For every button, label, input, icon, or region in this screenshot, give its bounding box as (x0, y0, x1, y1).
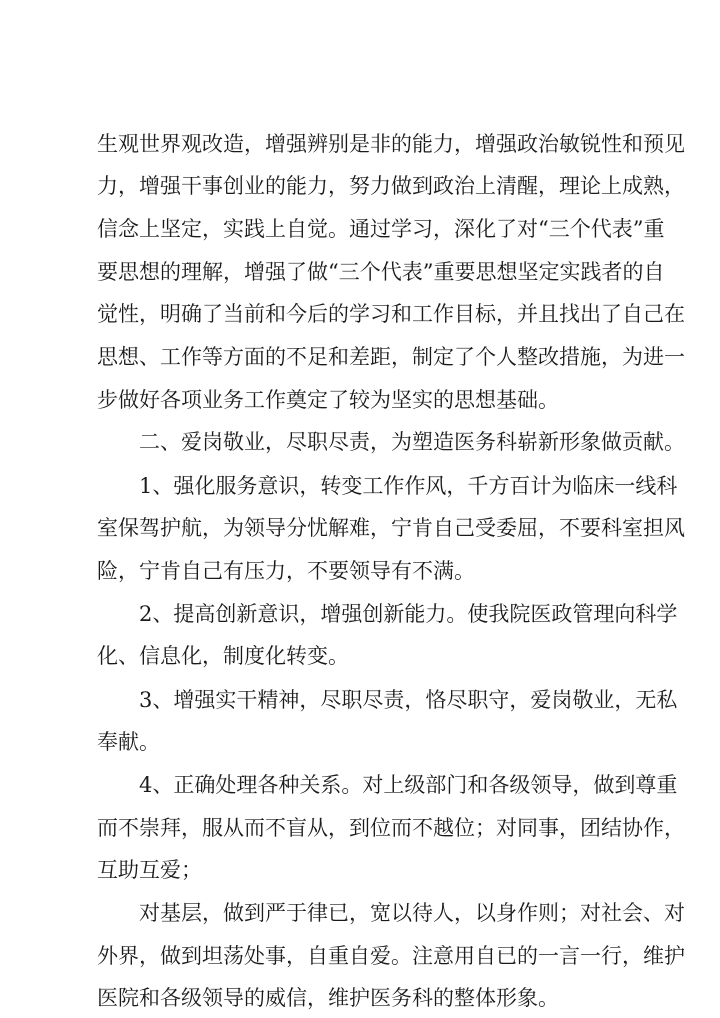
text-line-content: 而不崇拜，服从而不盲从，到位而不越位；对同事，团结协作， (97, 816, 685, 840)
text-line-content: 思想、工作等方面的不足和差距，制定了个人整改措施，为进一 (97, 345, 685, 369)
text-line (0, 636, 720, 676)
text-line-content: 化、信息化，制度化转变。 (97, 644, 349, 668)
text-line-content: 二、爱岗敬业，尽职尽责，为塑造医务科崭新形象做贡献。 (139, 430, 685, 454)
text-line-content: 步做好各项业务工作奠定了较为坚实的思想基础。 (97, 388, 559, 412)
text-line-content: 1、强化服务意识，转变工作作风，千方百计为临床一线科 (139, 474, 678, 498)
text-line-content: 2、提高创新意识，增强创新能力。使我院医政管理向科学 (139, 602, 678, 626)
text-line (0, 850, 720, 890)
text-line-content: 3、增强实干精神，尽职尽责，恪尽职守，爱岗敬业，无私 (139, 688, 678, 712)
text-line (0, 722, 720, 762)
text-line-content: 觉性，明确了当前和今后的学习和工作目标，并且找出了自己在 (97, 302, 685, 326)
text-line-content: 奉献。 (97, 730, 160, 754)
text-line-content: 要思想的理解，增强了做“三个代表”重要思想坚定实践者的自 (97, 260, 665, 284)
text-line (0, 551, 720, 591)
text-line (0, 166, 720, 206)
text-line (0, 765, 720, 805)
text-line (0, 209, 720, 249)
text-line (0, 680, 720, 720)
text-line (0, 124, 720, 164)
text-line (0, 380, 720, 420)
text-line-content: 互助互爱； (97, 858, 202, 882)
text-line-content: 4、正确处理各种关系。对上级部门和各级领导，做到尊重 (139, 773, 678, 797)
text-line (0, 893, 720, 933)
text-line (0, 978, 720, 1018)
text-line-content: 外界，做到坦荡处事，自重自爱。注意用自已的一言一行，维护 (97, 944, 685, 968)
text-line (0, 594, 720, 634)
text-line-content: 对基层，做到严于律已，宽以待人，以身作则；对社会、对 (139, 901, 685, 925)
text-line-content: 力，增强干事创业的能力，努力做到政治上清醒，理论上成熟， (97, 174, 685, 198)
text-line-content: 险，宁肯自己有压力，不要领导有不满。 (97, 559, 475, 583)
text-line (0, 337, 720, 377)
text-line-content: 信念上坚定，实践上自觉。通过学习，深化了对“三个代表”重 (97, 217, 665, 241)
text-line (0, 252, 720, 292)
text-line (0, 294, 720, 334)
section-heading (0, 422, 720, 462)
text-line (0, 808, 720, 848)
text-line (0, 936, 720, 976)
text-line-content: 生观世界观改造，增强辨别是非的能力，增强政治敏锐性和预见 (97, 132, 685, 156)
text-line (0, 466, 720, 506)
text-line-content: 医院和各级领导的威信，维护医务科的整体形象。 (97, 986, 559, 1010)
text-line-content: 室保驾护航，为领导分忧解难，宁肯自己受委屈，不要科室担风 (97, 516, 685, 540)
text-line (0, 508, 720, 548)
